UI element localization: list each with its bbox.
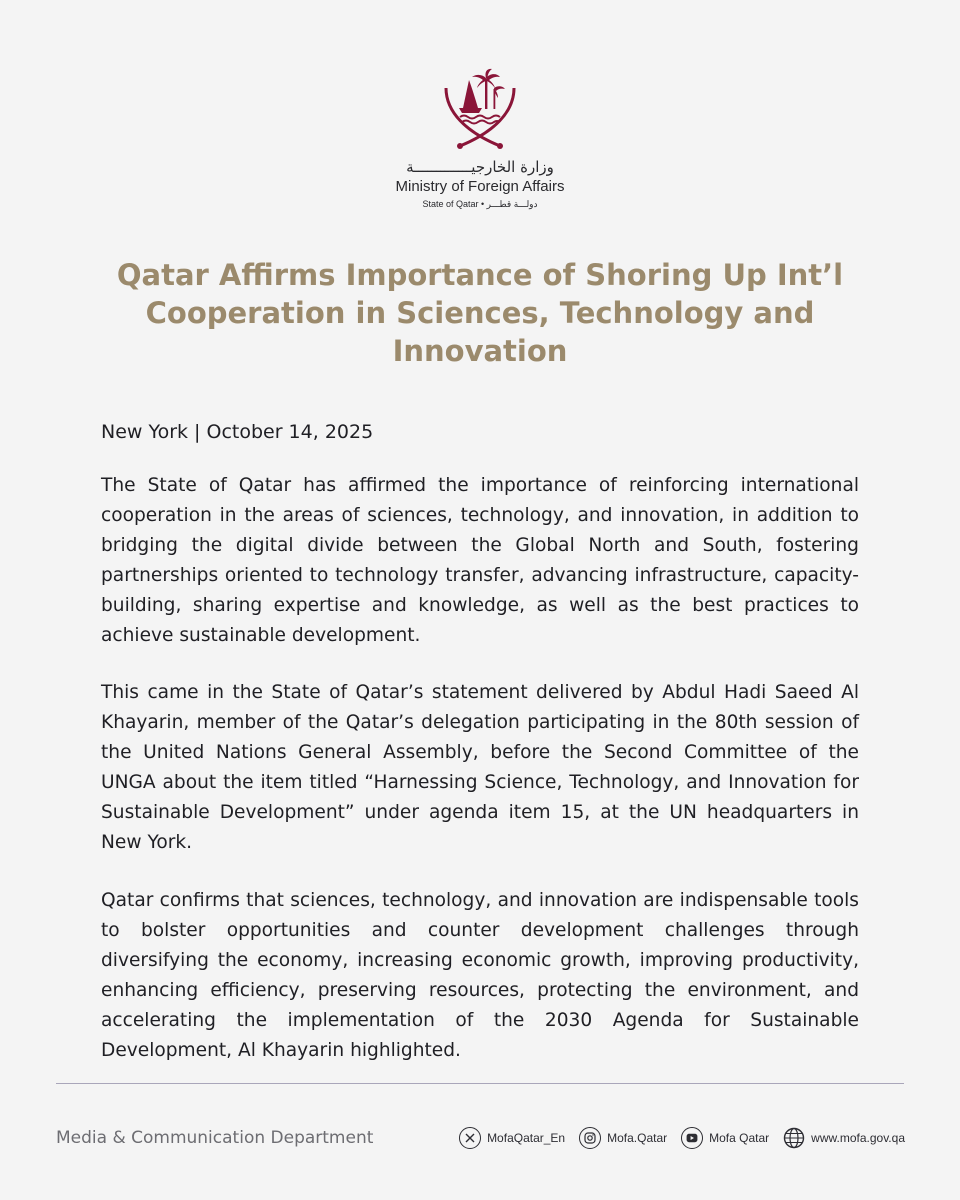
social-youtube-link[interactable]	[681, 1127, 769, 1149]
instagram-icon	[579, 1127, 601, 1149]
globe-icon	[783, 1127, 805, 1149]
social-links	[459, 1124, 905, 1152]
department-label: Media & Communication Department	[56, 1128, 374, 1148]
ministry-arabic-name: وزارة الخارجيـــــــــــــة	[406, 158, 554, 176]
social-instagram-label: Mofa.Qatar	[607, 1131, 668, 1145]
dateline: New York | October 14, 2025	[101, 421, 374, 443]
qatar-emblem-icon	[442, 68, 518, 152]
social-x-label: MofaQatar_En	[487, 1131, 566, 1145]
website-link[interactable]	[783, 1127, 905, 1149]
paragraph-2: This came in the State of Qatar’s statement delivered by Abdul Hadi Saeed Al Khayarin, member of the Qatar’s delegation participating in the 80th session of the United Nations General Assembly, before the Second Committee of the UNGA about the item titled “Harnessing Science, Technology, and Innovation for Sustainable Development” under agenda item 15, at the UN headquarters in New York.	[101, 682, 859, 853]
social-youtube-label: Mofa Qatar	[709, 1131, 770, 1145]
youtube-icon	[681, 1127, 703, 1149]
website-label: www.mofa.gov.qa	[811, 1131, 905, 1145]
social-x-link[interactable]	[459, 1127, 565, 1149]
x-icon	[459, 1127, 481, 1149]
paragraph-3: Qatar confirms that sciences, technology, and innovation are indispensable tools to bolster opportunities and counter development challenges through diversifying the economy, increasing economic growth, improving productivity, enhancing efficiency, preserving resources, protecting the environment, and accelerating the implementation of the 2030 Agenda for Sustainable Development, Al Khayarin highlighted.	[101, 890, 859, 1061]
state-of-qatar-label: State of Qatar • دولـــة قطـــر	[422, 199, 538, 209]
ministry-english-name: Ministry of Foreign Affairs	[395, 178, 565, 195]
footer-divider	[56, 1083, 904, 1084]
social-instagram-link[interactable]	[579, 1127, 667, 1149]
paragraph-1: The State of Qatar has affirmed the importance of reinforcing international cooperation in the areas of sciences, technology, and innovation, in addition to bridging the digital divide between the Global North and South, fostering partnerships oriented to technology transfer, advancing infrastructure, capacity-building, sharing expertise and knowledge, as well as the best practices to achieve sustainable development.	[101, 475, 859, 646]
headline: Qatar Affirms Importance of Shoring Up Int’l Cooperation in Sciences, Technology and Innovation	[116, 258, 844, 368]
ministry-logo	[380, 68, 580, 218]
